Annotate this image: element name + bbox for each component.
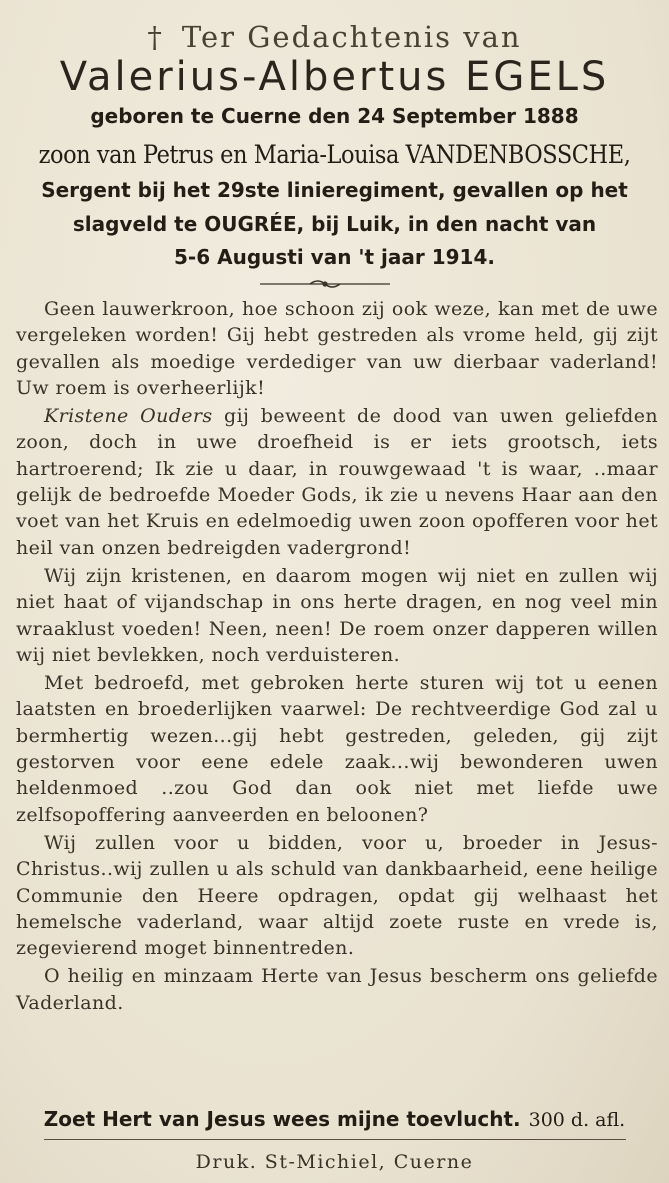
paragraph-2-lead: Kristene Ouders [44, 405, 213, 428]
paragraph-5: Wij zullen voor u bidden, voor u, broeder in Jesus-Christus..wij zullen u als schuld van dankbaarheid, eene heilige Communie den Heere opdragen, opdat gij welhaast het hemelsche vaderland, waar altijd zoete ruste en vrede is, zegevierend moget binnentreden. [16, 831, 658, 960]
parents-line: zoon van Petrus en Maria-Louisa VANDENBOSSCHE, [38, 140, 631, 169]
paragraph-3: Wij zijn kristenen, en daarom mogen wij niet en zullen wij niet haat of vijandschap in ons herte dragen, en nog veel min wraaklust voeden! Neen, neen! De roem onzer dapperen willen wij niet bevlekken, noch verduisteren. [16, 564, 658, 666]
printer-line: Druk. St-Michiel, Cuerne [195, 1151, 474, 1173]
paragraph-2 [16, 403, 658, 561]
paragraph-4: Met bedroefd, met gebroken herte sturen wij tot u eenen laatsten en broederlijken vaarwel: De rechtveerdige God zal u bermhertig wezen...gij hebt gestreden, geleden, gij zijt gestorven voor eene edele zaak...wij bewonderen uwen heldenmoed ..zou God dan ook niet met liefde uwe zelfsopoffering aanveerden en beloonen? [16, 672, 658, 826]
rank-line-2: slagveld te OUGRÉE, bij Luik, in den nacht van [72, 212, 597, 236]
divider-line [44, 1139, 626, 1140]
paragraph-6: O heilig en minzaam Herte van Jesus bescherm ons geliefde Vaderland. [16, 965, 658, 1014]
divider-ornament [260, 278, 390, 290]
invocation [0, 1107, 669, 1131]
deceased-name: Valerius-Albertus EGELS [59, 54, 610, 100]
indulgence: 300 d. afl. [528, 1109, 626, 1131]
rank-line-3: 5-6 Augusti van 't jaar 1914. [174, 245, 495, 269]
eulogy-text [16, 296, 658, 1018]
heading-text: Ter Gedachtenis van [181, 20, 522, 54]
paragraph-1: Geen lauwerkroon, hoe schoon zij ook weze, kan met de uwe vergeleken worden! Gij hebt gestreden als vrome held, gij zijt gevallen als moedige verdediger van uw dierbaar vaderland! Uw roem is overheerlijk! [16, 298, 658, 399]
cross-icon: † [147, 20, 164, 54]
birth-line: geboren te Cuerne den 24 September 1888 [90, 104, 579, 128]
paragraph-2-text: gij beweent de dood van uwen geliefden zoon, doch in uwe droefheid is er iets grootsch, iets hartroerend; Ik zie u daar, in rouwgewaad 't is waar, ..maar gelijk de bedroefde Moeder Gods, ik zie u nevens Haar aan den voet van het Kruis en edelmoedig uwen zoon opofferen voor het heil van onzen bedreigden vadergrond! [16, 405, 658, 559]
invocation-text: Zoet Hert van Jesus wees mijne toevlucht. [43, 1107, 521, 1131]
heading [0, 20, 669, 54]
rank-line-1: Sergent bij het 29ste linieregiment, gevallen op het [41, 178, 628, 202]
